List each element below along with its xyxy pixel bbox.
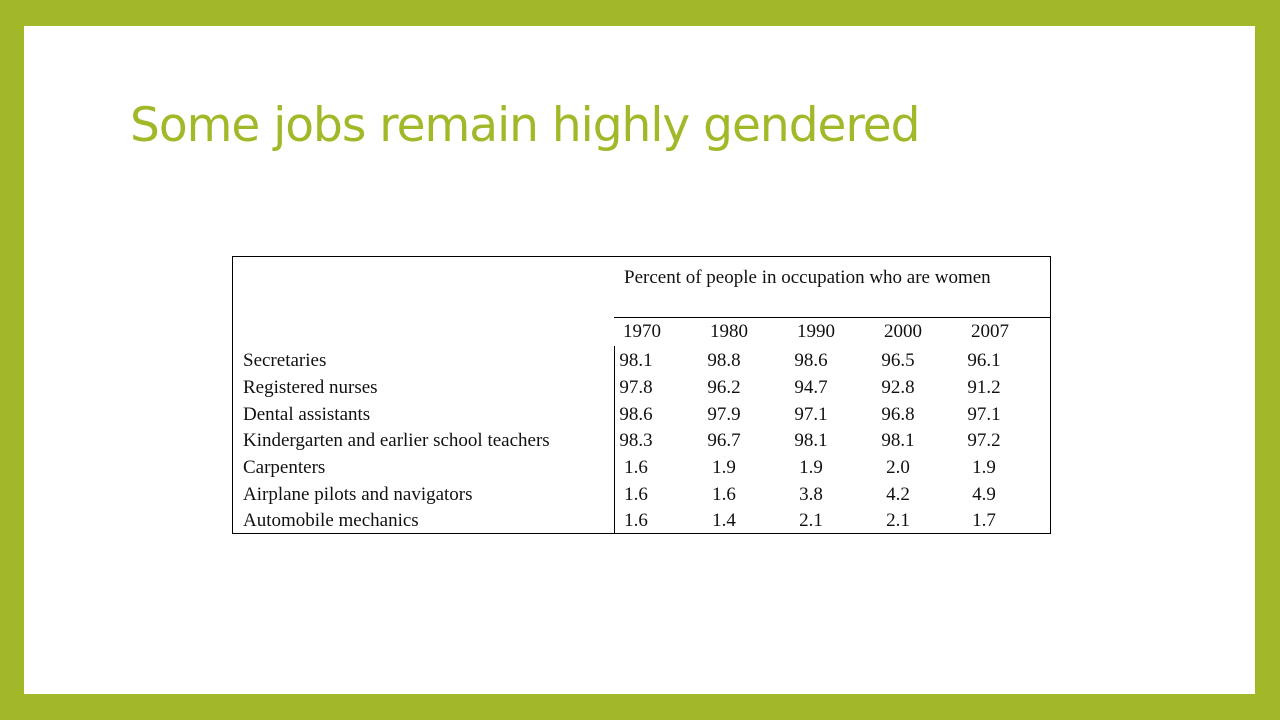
table-cell: 4.2 [886,484,910,505]
table-cell: 96.1 [967,350,1001,371]
year-header: 2007 [971,321,1009,342]
table-cell: 92.8 [881,377,915,398]
row-label: Automobile mechanics [243,510,419,531]
table-cell: 97.9 [707,404,741,425]
table-cell: 1.6 [624,510,648,531]
year-header: 1970 [623,321,661,342]
data-table [232,256,1051,534]
row-label: Kindergarten and earlier school teachers [243,430,550,451]
table-cell: 94.7 [794,377,828,398]
table-cell: 1.7 [972,510,996,531]
table-cell: 1.9 [972,457,996,478]
table-cell: 98.8 [707,350,741,371]
table-cell: 96.8 [881,404,915,425]
year-header: 1980 [710,321,748,342]
table-cell: 1.9 [712,457,736,478]
table-cell: 97.1 [794,404,828,425]
table-cell: 1.6 [624,484,648,505]
table-caption: Percent of people in occupation who are women [624,267,991,288]
table-cell: 98.6 [619,404,653,425]
row-label: Secretaries [243,350,327,371]
table-cell: 2.1 [886,510,910,531]
table-cell: 98.1 [794,430,828,451]
table-cell: 97.8 [619,377,653,398]
table-cell: 1.4 [712,510,736,531]
year-header: 1990 [797,321,835,342]
table-cell: 96.5 [881,350,915,371]
slide-title: Some jobs remain highly gendered [130,98,920,153]
table-cell: 96.2 [707,377,741,398]
table-cell: 1.6 [624,457,648,478]
table-cell: 2.1 [799,510,823,531]
table-cell: 1.9 [799,457,823,478]
table-cell: 97.2 [967,430,1001,451]
table-cell: 98.6 [794,350,828,371]
table-cell: 97.1 [967,404,1001,425]
row-label: Carpenters [243,457,326,478]
table-cell: 91.2 [967,377,1001,398]
header-rule [614,317,1050,318]
year-header: 2000 [884,321,922,342]
row-label: Dental assistants [243,404,371,425]
table-cell: 3.8 [799,484,823,505]
row-label: Airplane pilots and navigators [243,484,473,505]
table-cell: 4.9 [972,484,996,505]
table-cell: 98.3 [619,430,653,451]
slide-canvas [24,26,1255,694]
table-cell: 98.1 [881,430,915,451]
table-cell: 1.6 [712,484,736,505]
table-cell: 96.7 [707,430,741,451]
table-cell: 98.1 [619,350,653,371]
table-cell: 2.0 [886,457,910,478]
row-label: Registered nurses [243,377,378,398]
